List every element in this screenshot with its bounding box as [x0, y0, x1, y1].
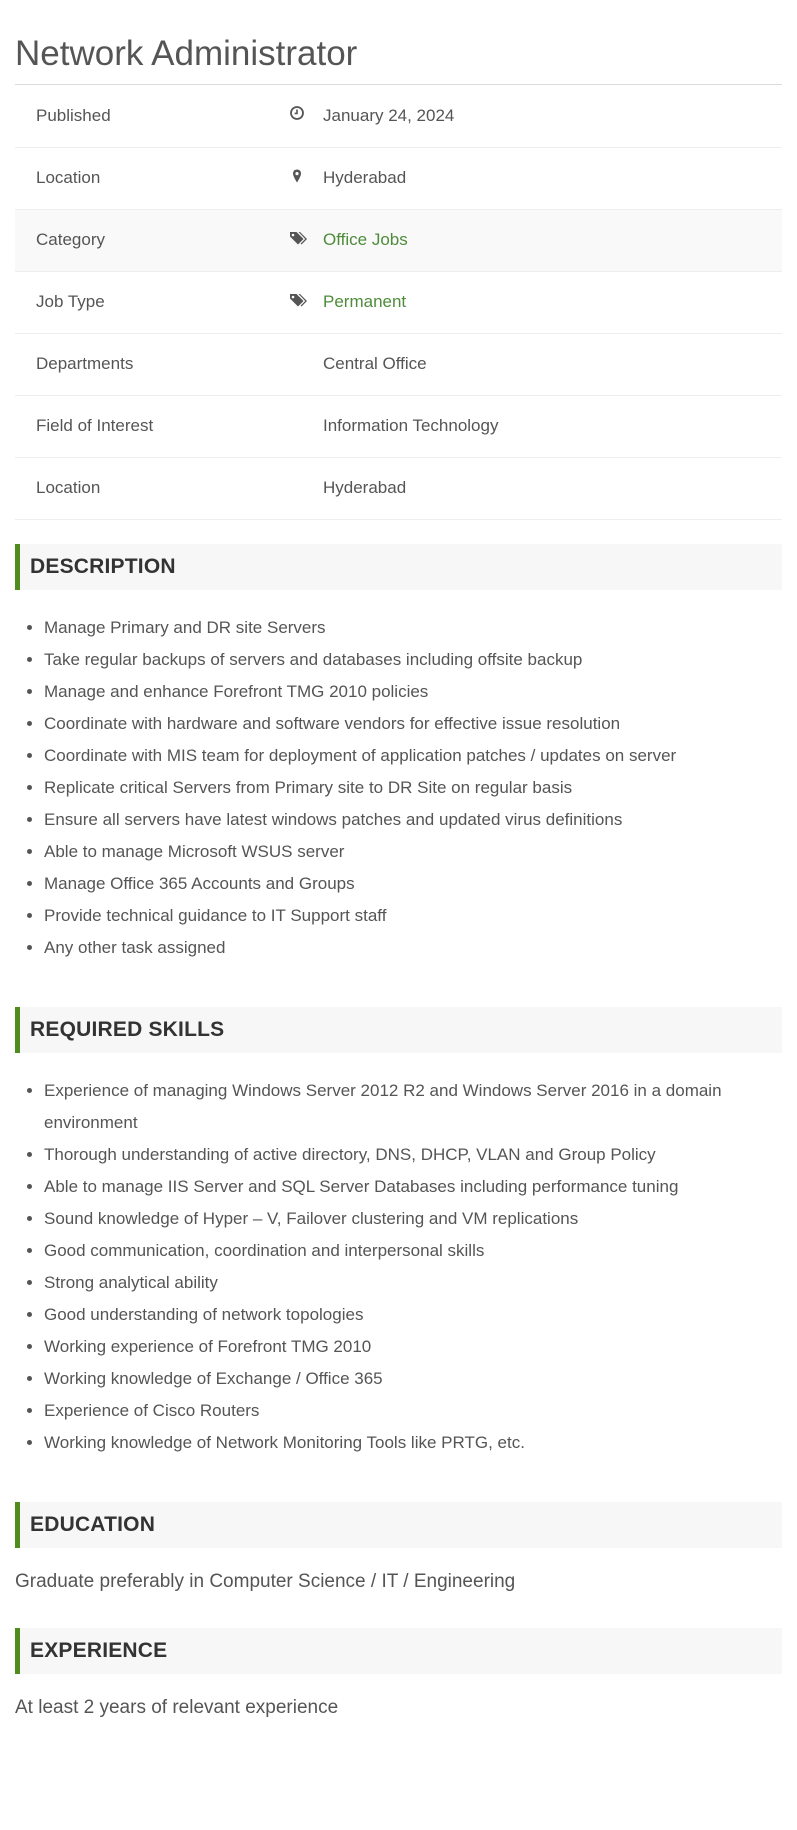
description-heading: DESCRIPTION	[15, 544, 782, 590]
list-item: • Replicate critical Servers from Primary site to DR Site on regular basis	[44, 772, 782, 804]
category-link[interactable]: Office Jobs	[323, 230, 408, 249]
list-item: • Experience of Cisco Routers	[44, 1395, 782, 1427]
skills-list	[15, 1075, 782, 1459]
job-type-link[interactable]: Permanent	[323, 292, 407, 311]
meta-row-published	[15, 85, 782, 147]
required-skills-heading: REQUIRED SKILLS	[15, 1007, 782, 1053]
list-item: • Able to manage IIS Server and SQL Server Databases including performance tuning	[44, 1171, 782, 1203]
meta-row-location	[15, 147, 782, 209]
list-item: • Working experience of Forefront TMG 2010	[44, 1331, 782, 1363]
list-item: • Strong analytical ability	[44, 1267, 782, 1299]
description-list	[15, 612, 782, 964]
list-item: • Manage Primary and DR site Servers	[44, 612, 782, 644]
job-meta-table	[15, 85, 782, 520]
list-item: • Able to manage Microsoft WSUS server	[44, 836, 782, 868]
meta-value: January 24, 2024	[323, 105, 455, 125]
list-item: • Working knowledge of Exchange / Office 365	[44, 1363, 782, 1395]
meta-value: Hyderabad	[323, 168, 407, 187]
list-item: • Ensure all servers have latest windows patches and updated virus definitions	[44, 804, 782, 836]
education-heading: EDUCATION	[15, 1502, 782, 1548]
meta-row-location-2	[15, 457, 782, 519]
education-text: Graduate preferably in Computer Science / IT / Engineering	[15, 1570, 516, 1592]
meta-label: Published	[36, 105, 111, 125]
page-title: Network Administrator	[15, 0, 782, 85]
meta-label: Category	[36, 230, 105, 249]
meta-row-category	[15, 209, 782, 271]
meta-label: Location	[36, 168, 101, 187]
list-item: • Good communication, coordination and interpersonal skills	[44, 1235, 782, 1267]
list-item: • Good understanding of network topologies	[44, 1299, 782, 1331]
list-item: • Provide technical guidance to IT Support staff	[44, 900, 782, 932]
map-pin-icon	[289, 168, 305, 189]
meta-row-departments	[15, 333, 782, 395]
meta-label: Location	[36, 478, 101, 497]
meta-row-field-of-interest	[15, 395, 782, 457]
meta-value: Information Technology	[323, 416, 499, 435]
meta-value: Hyderabad	[323, 478, 407, 497]
tags-icon	[289, 292, 309, 313]
list-item: • Coordinate with MIS team for deployment of application patches / updates on server	[44, 740, 782, 772]
meta-value: Central Office	[323, 354, 427, 373]
meta-label: Departments	[36, 354, 134, 373]
list-item: • Sound knowledge of Hyper – V, Failover clustering and VM replications	[44, 1203, 782, 1235]
list-item: • Thorough understanding of active directory, DNS, DHCP, VLAN and Group Policy	[44, 1139, 782, 1171]
list-item: • Working knowledge of Network Monitoring Tools like PRTG, etc.	[44, 1427, 782, 1459]
experience-text: At least 2 years of relevant experience	[15, 1696, 339, 1718]
experience-heading: EXPERIENCE	[15, 1628, 782, 1674]
list-item: • Manage Office 365 Accounts and Groups	[44, 868, 782, 900]
list-item: • Experience of managing Windows Server 2012 R2 and Windows Server 2016 in a domain environment	[44, 1075, 782, 1139]
meta-row-job-type	[15, 271, 782, 333]
meta-label: Field of Interest	[36, 416, 154, 435]
clock-icon	[289, 105, 305, 126]
list-item: • Manage and enhance Forefront TMG 2010 policies	[44, 676, 782, 708]
list-item: • Any other task assigned	[44, 932, 782, 964]
list-item: • Coordinate with hardware and software vendors for effective issue resolution	[44, 708, 782, 740]
meta-label: Job Type	[36, 292, 105, 311]
list-item: • Take regular backups of servers and databases including offsite backup	[44, 644, 782, 676]
tags-icon	[289, 230, 309, 251]
